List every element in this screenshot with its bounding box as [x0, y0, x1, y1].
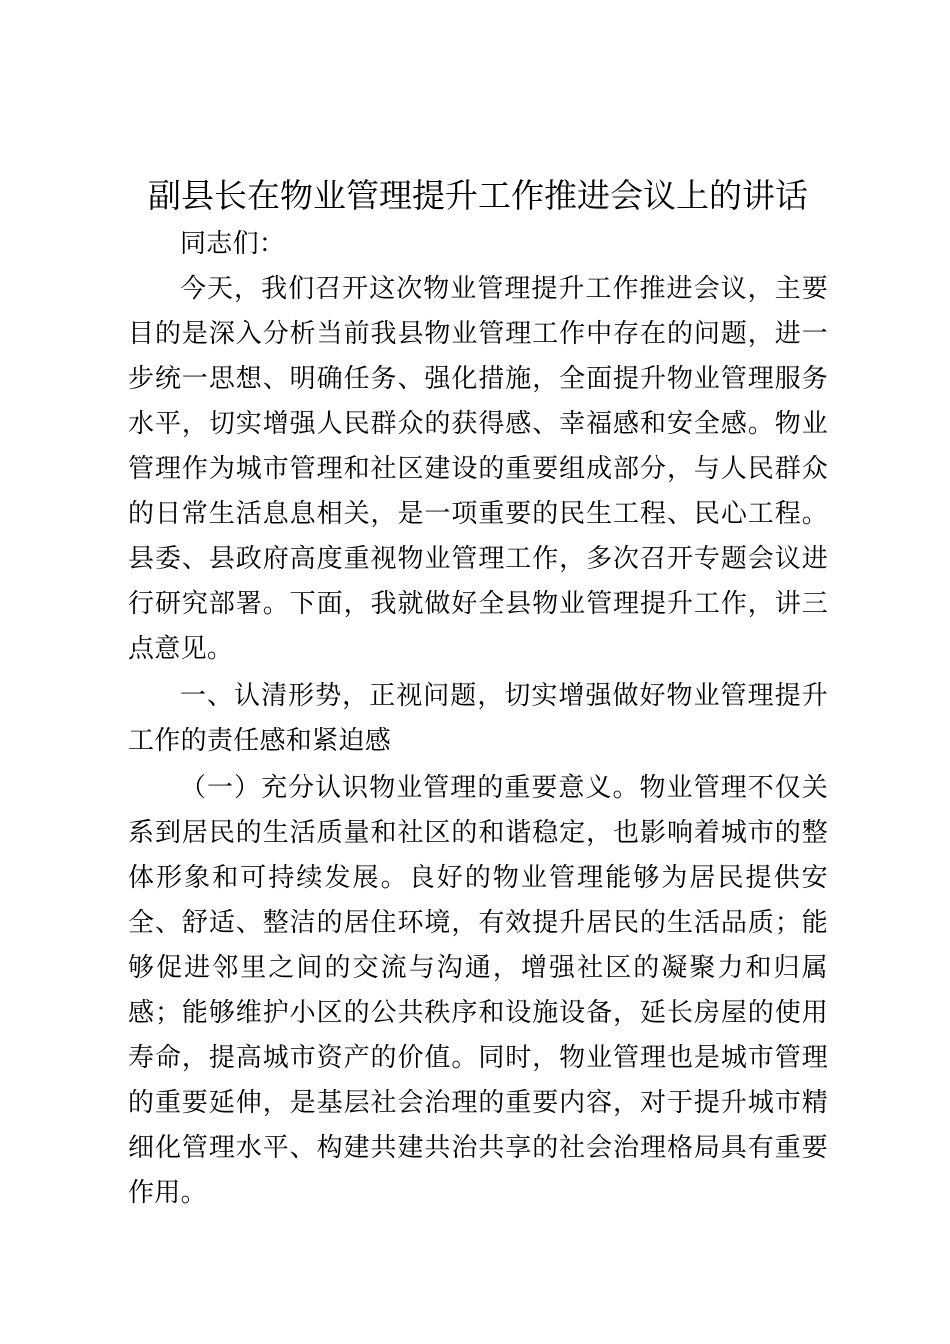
paragraph-intro: 今天，我们召开这次物业管理提升工作推进会议，主要目的是深入分析当前我县物业管理工作中存在的问题，进一步统一思想、明确任务、强化措施，全面提升物业管理服务水平，切实增强人民群众的获得感、幸福感和安全感。物业管理作为城市管理和社区建设的重要组成部分，与人民群众的日常生活息息相关，是一项重要的民生工程、民心工程。县委、县政府高度重视物业管理工作，多次召开专题会议进行研究部署。下面，我就做好全县物业管理提升工作，讲三点意见。 [128, 274, 828, 664]
section-heading-1: 一、认清形势，正视问题，切实增强做好物业管理提升工作的责任感和紧迫感 [128, 681, 828, 756]
paragraph-subsection-1: （一）充分认识物业管理的重要意义。物业管理不仅关系到居民的生活质量和社区的和谐稳定，也影响着城市的整体形象和可持续发展。良好的物业管理能够为居民提供安全、舒适、整洁的居住环境，有效提升居民的生活品质；能够促进邻里之间的交流与沟通，增强社区的凝聚力和归属感；能够维护小区的公共秩序和设施设备，延长房屋的使用寿命，提高城市资产的价值。同时，物业管理也是城市管理的重要延伸，是基层社会治理的重要内容，对于提升城市精细化管理水平、构建共建共治共享的社会治理格局具有重要作用。 [128, 773, 828, 1208]
document-title: 副县长在物业管理提升工作推进会议上的讲话 [148, 176, 808, 215]
document-page [128, 170, 828, 1216]
salutation: 同志们： [180, 229, 286, 259]
